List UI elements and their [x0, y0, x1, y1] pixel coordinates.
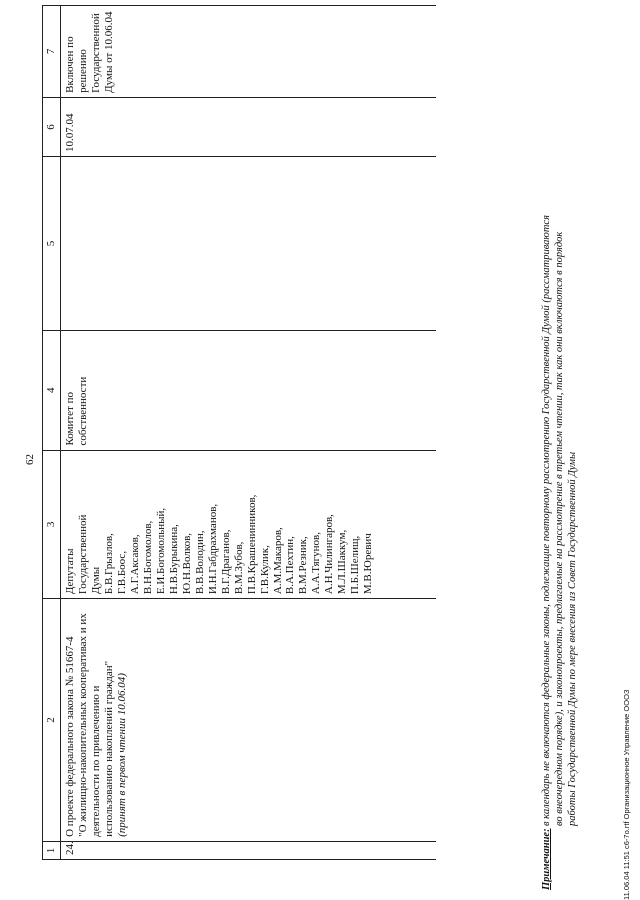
author-line: М.Л.Шаккум,: [336, 529, 349, 595]
column-header-5: 5: [43, 157, 61, 331]
date-text: 10.07.04: [64, 113, 76, 153]
author-line: В.М.Зубов,: [232, 541, 245, 595]
author-line: В.Г.Драганов,: [219, 529, 232, 595]
row-number: [61, 841, 437, 859]
author-line: Г.В.Боос,: [115, 550, 128, 595]
footnote-line: во внеочередном порядке), и законопроекты, предлагаемые на рассмотрение в третьем чтении, так как они включаются в порядок: [554, 231, 566, 826]
column-header-1: 1: [43, 841, 61, 859]
column-header-4: 4: [43, 330, 61, 450]
author-line: И.Н.Габдрахманов,: [206, 503, 219, 595]
footnote-label: Примечание:: [541, 828, 552, 890]
page-number: 62: [24, 454, 36, 465]
row-number-text: 24.: [64, 841, 76, 855]
remark-line: решению: [76, 49, 89, 93]
column-header-3: 3: [43, 450, 61, 599]
author-line: А.М.Макаров,: [271, 527, 284, 595]
author-line: Г.В.Кулик,: [258, 545, 271, 595]
footnote-line: работы Государственной Думы по мере внесения из Совет Государственной Думы: [567, 451, 579, 826]
remark-line: Включен по: [64, 36, 76, 93]
bill-title-cell: [61, 599, 437, 842]
column-header-2: 2: [43, 599, 61, 842]
remark-line: Думы от 10.06.04: [102, 11, 115, 93]
column-header-7: 7: [43, 6, 61, 98]
table-header-row: [43, 6, 61, 860]
author-line: В.М.Резник,: [297, 536, 310, 595]
author-line: А.Г.Аксаков,: [128, 534, 141, 595]
committee-line: Комитет по: [64, 391, 76, 446]
remark-cell: [61, 6, 437, 98]
author-line: Депутаты: [64, 548, 76, 595]
footnote-line: в календарь не включаются федеральные законы, подлежащие повторному рассмотрению Государственной Думой (рассматриваются: [541, 215, 552, 826]
committee-line: собственности: [76, 376, 89, 446]
authors-cell: [61, 450, 437, 599]
committee-cell: [61, 330, 437, 450]
table-row: [61, 6, 437, 860]
date-cell: [61, 97, 437, 156]
bill-title-line: "О жилищно-накопительных кооперативах и их: [76, 613, 89, 837]
bill-reading-note: (принят в первом чтении 10.06.04): [115, 673, 128, 837]
author-line: В.В.Володин,: [193, 530, 206, 595]
author-line: Государственной: [76, 514, 89, 595]
calendar-table: [42, 5, 436, 860]
author-line: А.А.Тягунов,: [310, 532, 323, 595]
column-header-6: 6: [43, 97, 61, 156]
author-line: Н.В.Бурыкина,: [167, 524, 180, 595]
author-line: П.В.Крашенинников,: [245, 494, 258, 595]
file-footer: 11.06.04 11:51 с6-7о.rtf Организационное Управление ОООЗ: [622, 689, 631, 900]
author-line: Ю.Н.Волков,: [180, 532, 193, 595]
author-line: Б.В.Грызлов,: [102, 533, 115, 595]
bill-title-line: О проекте федерального закона № 51667-4: [64, 636, 76, 837]
remark-line: Государственной: [89, 13, 102, 93]
author-line: В.Н.Богомолов,: [141, 520, 154, 595]
author-line: Е.И.Богомольный,: [154, 507, 167, 595]
author-line: М.В.Юревич: [362, 533, 375, 595]
author-line: А.Н.Чилингаров,: [323, 514, 336, 595]
footnote: [540, 26, 579, 890]
bill-title-line: деятельности по привлечению и: [89, 685, 102, 837]
author-line: П.Б.Шелищ,: [349, 535, 362, 595]
author-line: Думы: [89, 566, 102, 595]
column-5-cell: [61, 157, 437, 331]
bill-title-line: использованию накоплений граждан": [102, 660, 115, 837]
author-line: В.А.Пехтин,: [284, 536, 297, 595]
